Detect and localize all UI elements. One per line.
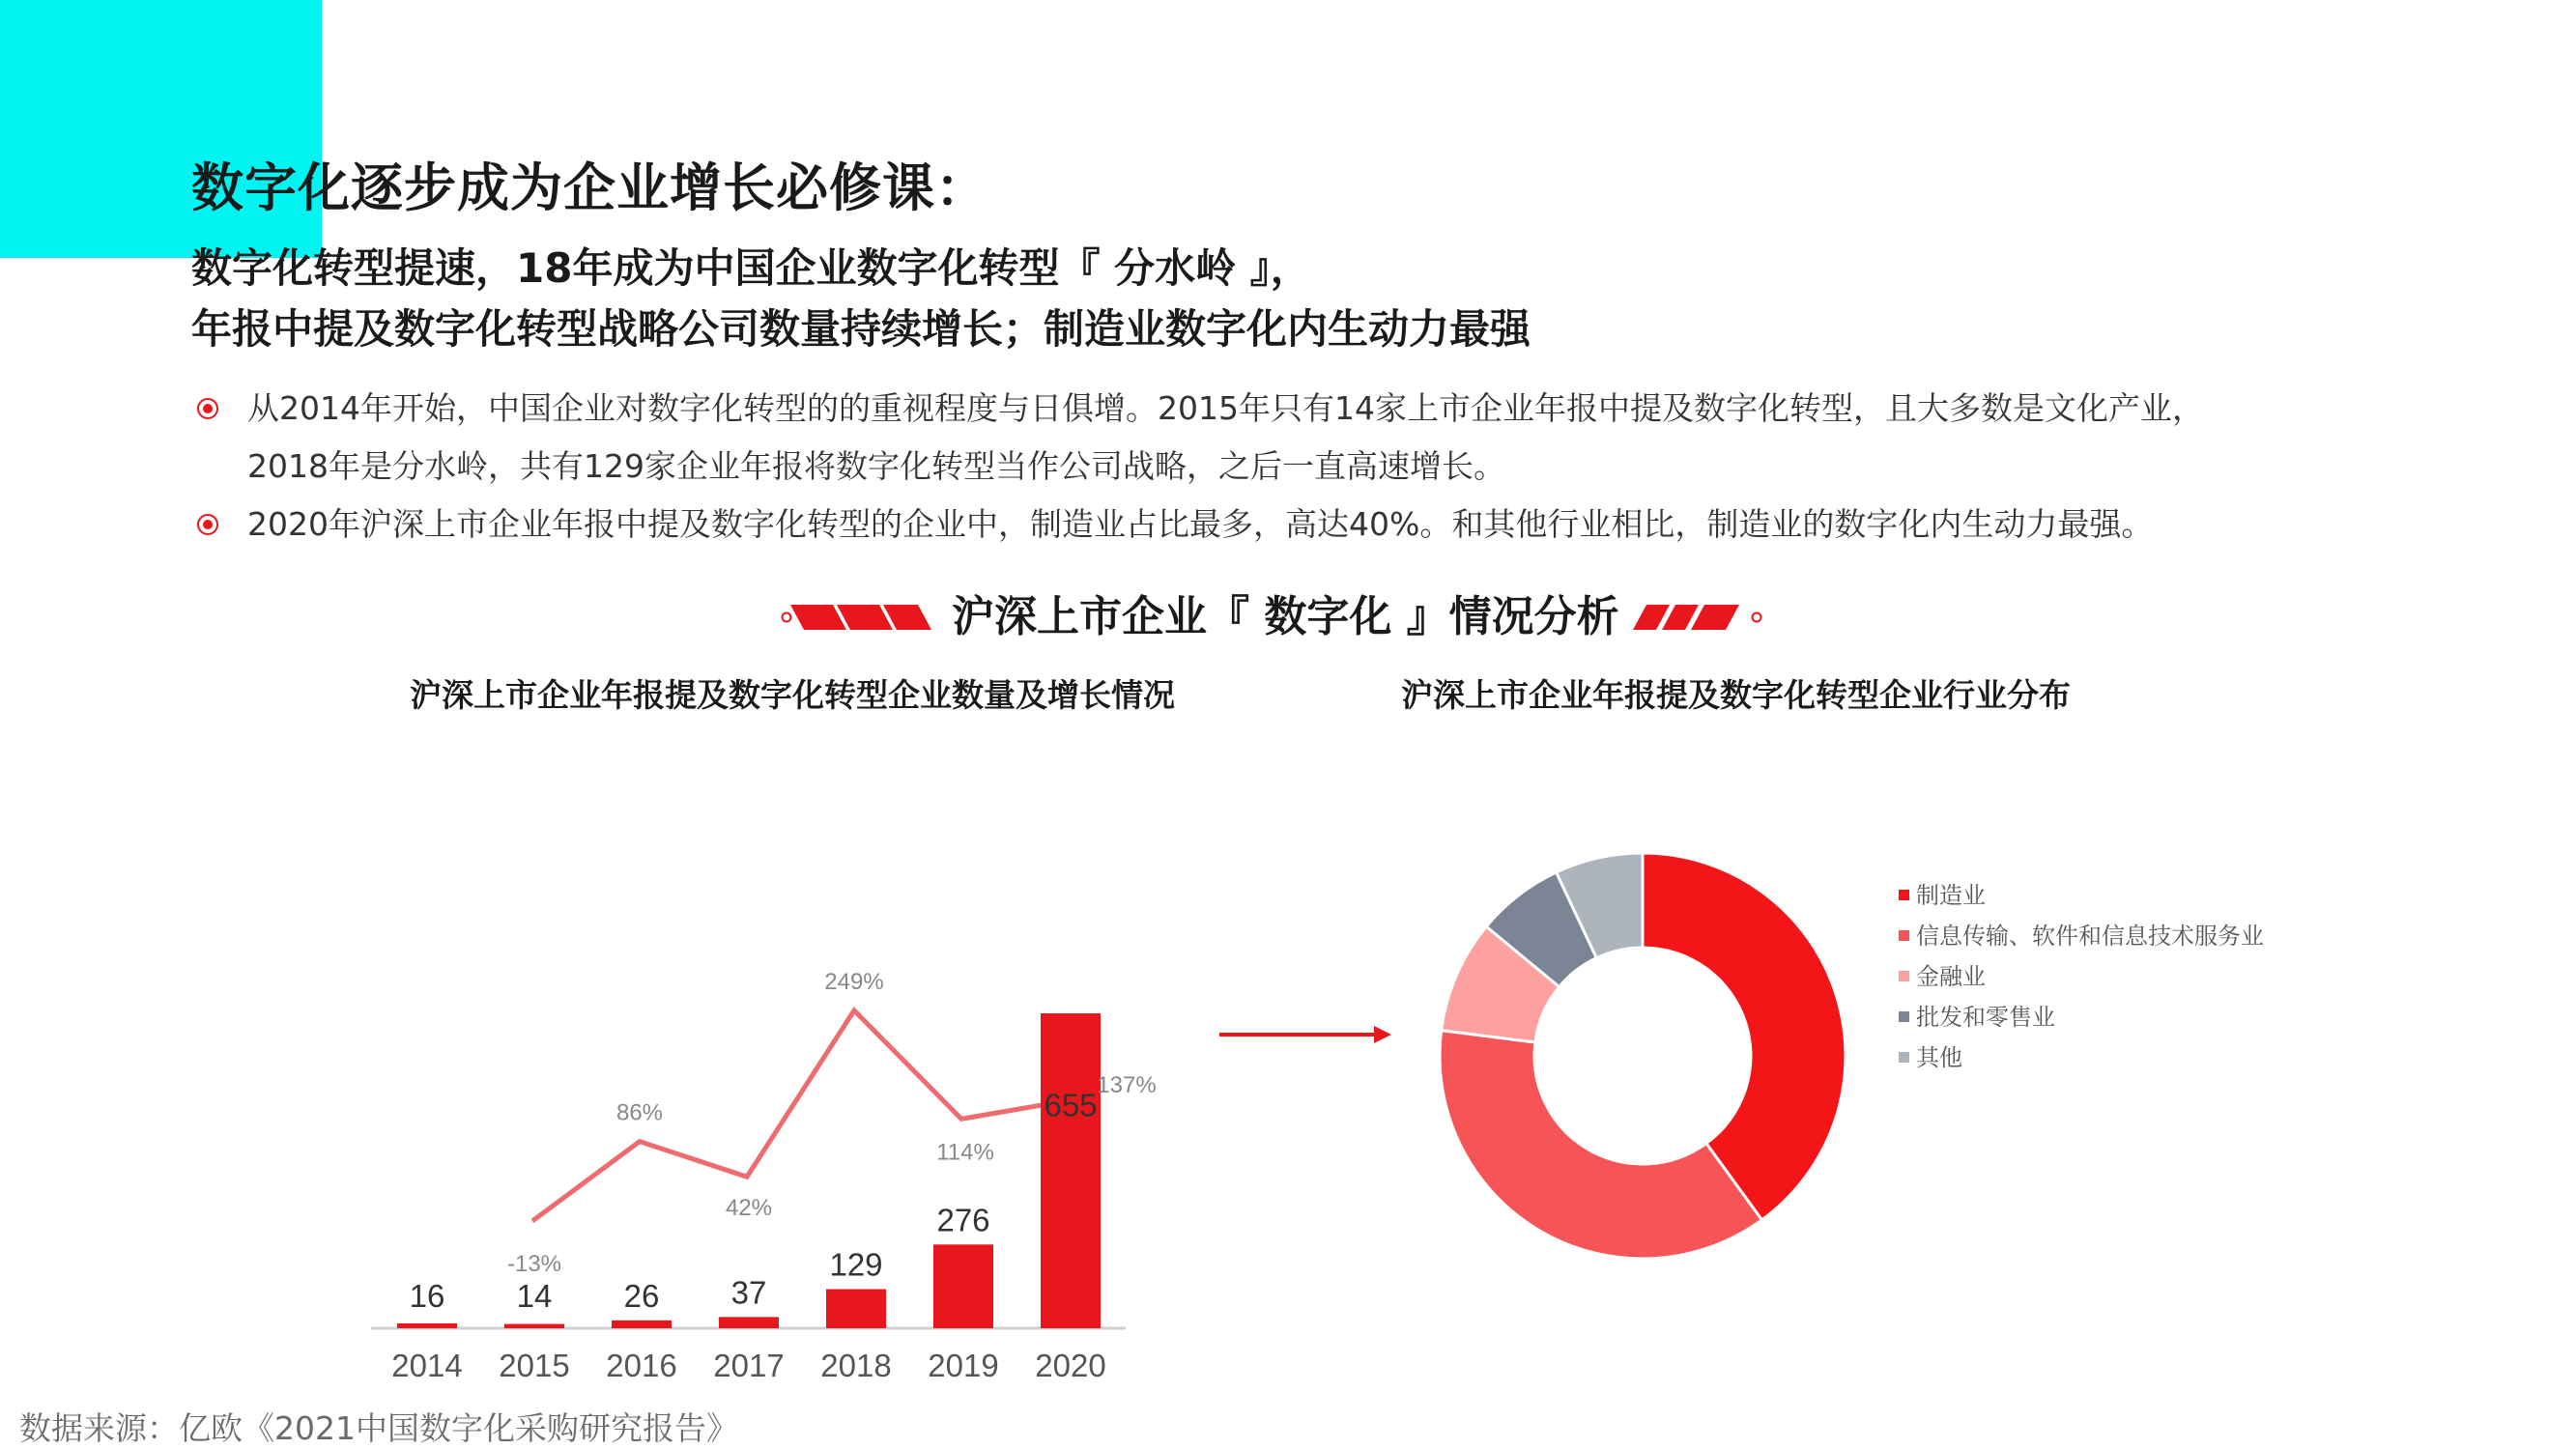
bullet-text: 2018年是分水岭，共有129家企业年报将数字化转型当作公司战略，之后一直高速增长。 bbox=[247, 447, 1505, 485]
legend-label: 金融业 bbox=[1916, 963, 1986, 990]
donut-chart-title: 沪深上市企业年报提及数字化转型企业行业分布 bbox=[1401, 676, 2071, 714]
growth-rate-label: 137% bbox=[1097, 1072, 1157, 1099]
source-note: 数据来源：亿欧《2021中国数字化采购研究报告》 bbox=[19, 1409, 738, 1447]
bar-value-label: 276 bbox=[936, 1202, 990, 1238]
bar-value-label: 14 bbox=[516, 1278, 553, 1314]
bullet-text: 2020年沪深上市企业年报中提及数字化转型的企业中，制造业占比最多，高达40%。和其他行业相比，制造业的数字化内生动力最强。 bbox=[247, 505, 2154, 543]
growth-rate-label: -13% bbox=[506, 1251, 562, 1277]
page-title: 数字化逐步成为企业增长必修课： bbox=[191, 157, 988, 218]
section-title: 沪深上市企业『 数字化 』情况分析 bbox=[952, 592, 1619, 641]
x-tick-label: 2016 bbox=[606, 1348, 677, 1383]
x-tick-label: 2017 bbox=[713, 1348, 785, 1383]
legend-label: 制造业 bbox=[1916, 882, 1986, 909]
x-tick-label: 2015 bbox=[499, 1348, 570, 1383]
bar-value-label: 37 bbox=[730, 1274, 767, 1311]
page-subtitle-line-1: 数字化转型提速，18年成为中国企业数字化转型『 分水岭 』， bbox=[191, 244, 1311, 292]
x-tick-label: 2019 bbox=[928, 1348, 999, 1383]
legend-label: 批发和零售业 bbox=[1916, 1004, 2055, 1031]
legend-label: 信息传输、软件和信息技术服务业 bbox=[1916, 923, 2264, 950]
x-tick-label: 2018 bbox=[820, 1348, 892, 1383]
growth-rate-label: 249% bbox=[824, 969, 884, 996]
legend-label: 其他 bbox=[1916, 1044, 1962, 1071]
growth-rate-label: 86% bbox=[615, 1099, 664, 1126]
legend-swatch bbox=[1899, 1052, 1909, 1063]
growth-rate-label: 114% bbox=[936, 1139, 994, 1166]
bar-chart-title: 沪深上市企业年报提及数字化转型企业数量及增长情况 bbox=[410, 676, 1175, 714]
growth-rate-label: 42% bbox=[725, 1195, 773, 1222]
bar-value-label: 129 bbox=[829, 1246, 883, 1283]
legend-swatch bbox=[1899, 1011, 1909, 1022]
bar-value-label: 16 bbox=[409, 1278, 445, 1314]
legend-swatch bbox=[1899, 930, 1909, 941]
bar-value-label: 655 bbox=[1044, 1087, 1098, 1123]
bar-value-label: 26 bbox=[623, 1277, 660, 1314]
x-tick-label: 2014 bbox=[391, 1348, 463, 1383]
legend-swatch bbox=[1899, 890, 1909, 900]
page-subtitle-line-2: 年报中提及数字化转型战略公司数量持续增长；制造业数字化内生动力最强 bbox=[191, 305, 1531, 353]
x-tick-label: 2020 bbox=[1035, 1348, 1106, 1383]
bullet-text: 从2014年开始，中国企业对数字化转型的的重视程度与日俱增。2015年只有14家上市企业年报中提及数字化转型，且大多数是文化产业， bbox=[247, 389, 2204, 427]
legend-swatch bbox=[1899, 971, 1909, 981]
